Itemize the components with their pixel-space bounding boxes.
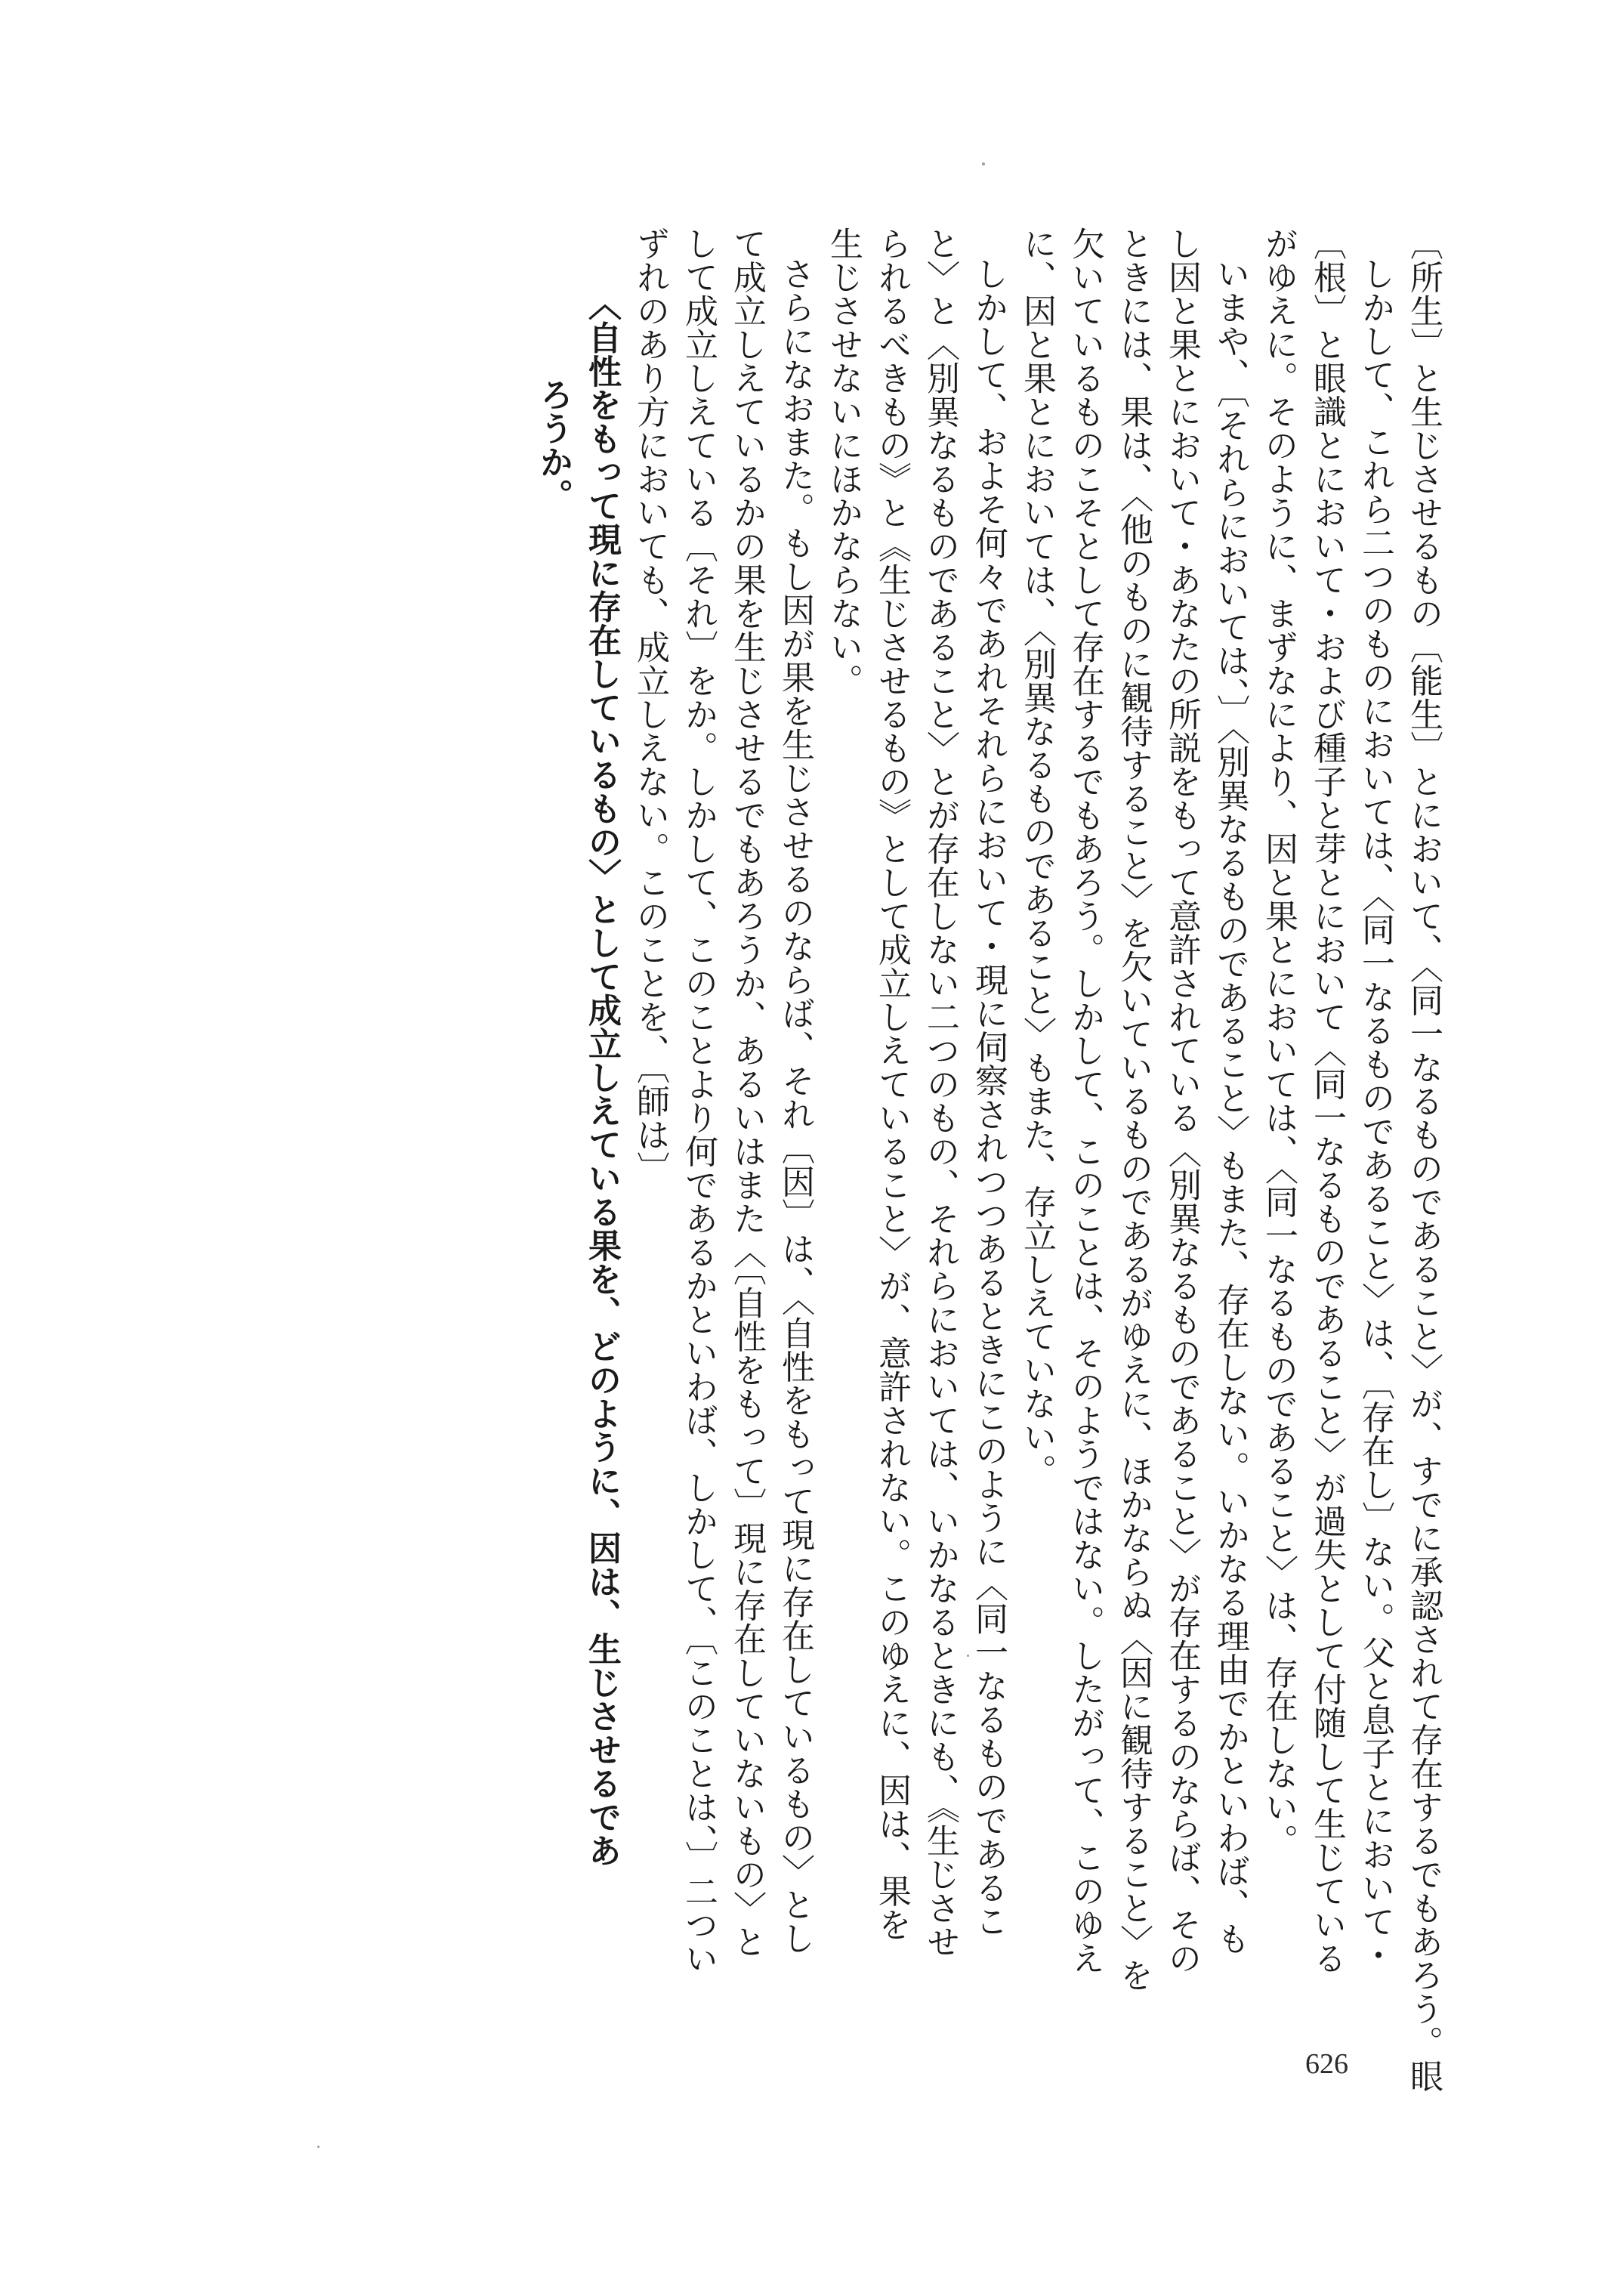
text-line: いまや、〔それらにおいては、〕〈別異なるものであること〉もまた、存在しない。いかなる理由でかといわば、も: [1211, 257, 1249, 1955]
text-line: ときには、果は、〈他のものに観待すること〉を欠いているものであるがゆえに、ほかならぬ〈因に観待すること〉を: [1114, 227, 1153, 1992]
text-line: しかして、これら二つのものにおいては、〈同一なるものであること〉は、〔存在し〕ない。父と息子とにおいて・: [1356, 257, 1394, 1972]
text-line: られるべきもの》と《生じさせるもの》として成立しえていること〉が、意許されない。このゆえに、因は、果を: [872, 227, 911, 1942]
text-line: 〔所生〕と生じさせるもの〔能生〕とにおいて、〈同一なるものであること〉が、すでに承認されて存在するでもあろう。眼: [1404, 227, 1443, 2093]
text-line: がゆえに。そのように、まずなにより、因と果とにおいては、〈同一なるものであること〉は、存在しない。: [1259, 227, 1298, 1858]
scan-speck: [982, 162, 985, 165]
text-line: 〔根〕と眼識とにおいて・および種子と芽とにおいて〈同一なるものであること〉が過失として付随して生じている: [1308, 227, 1346, 1975]
text-line: に、因と果とにおいては、〈別異なるものであること〉もまた、存立しえていない。: [1017, 227, 1056, 1488]
text-line: と〉と〈別異なるものであること〉とが存在しない二つのもの、それらにおいては、いかなるときにも、《生じさせ: [921, 227, 959, 1958]
text-line: ずれのあり方においても、成立しえない。このことを、〔師は〕: [631, 227, 669, 1185]
text-line: して成立しえている〔それ〕をか。しかして、このことより何であるかといわば、しかして、〔このことは、〕二つい: [679, 227, 718, 1976]
text-line: 生じさせないにほかならない。: [824, 227, 863, 697]
text-line: 欠いているものこそとして存在するでもあろう。しかして、このことは、そのようではない。したがって、このゆえ: [1066, 227, 1104, 1975]
text-line: し因と果とにおいて・あなたの所説をもって意許されている〈別異なるものであること〉が存在するのならば、その: [1162, 227, 1201, 1975]
verse-line: ろうか。: [534, 378, 573, 512]
page-number: 626: [1305, 2048, 1348, 2080]
verse-line: 〈自性をもって現に存在しているもの〉として成立しえている果を、どのように、因は、生じさせるであ: [582, 287, 621, 1868]
text-line: しかして、およそ何々であれそれらにおいて・現に伺察されつつあるときにこのように〈同一なるものであるこ: [969, 257, 1008, 1938]
text-line: さらになおまた。もし因が果を生じさせるのならば、それ〔因〕は、〈自性をもって現に存在しているもの〉とし: [776, 257, 814, 1955]
text-line: て成立しえているかの果を生じさせるでもあろうか、あるいはまた〈〔自性をもって〕現に存在していないもの〉と: [727, 227, 766, 1958]
scan-speck: [967, 1655, 969, 1657]
scan-speck: [317, 2146, 320, 2148]
